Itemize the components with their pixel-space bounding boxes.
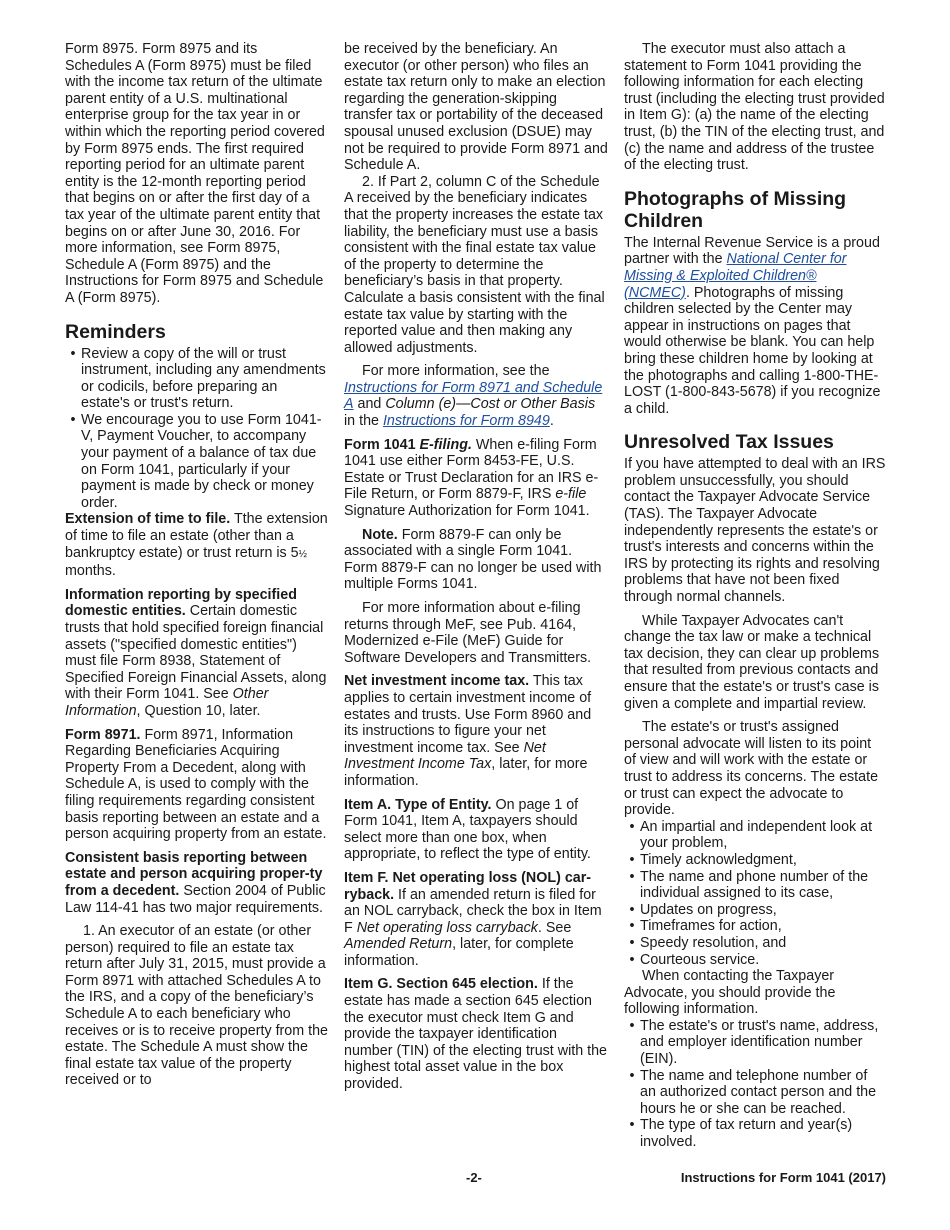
- expect-item: • Updates on progress,: [624, 902, 886, 919]
- expect-item: • The name and phone number of the individual assigned to its case,: [624, 869, 886, 902]
- more-info-text: For more information, see the: [362, 363, 550, 380]
- expect-item: • An impartial and independent look at your problem,: [624, 819, 886, 852]
- item-f-title: Item F. Net operating loss (NOL) car-ryback.: [344, 869, 592, 903]
- efiling-more-paragraph: For more information about e-filing returns through MeF, see Pub. 4164, Modernized e-File (MeF) Guide for Software Developers and Transmitters.: [344, 600, 592, 666]
- link-instructions-8971[interactable]: Instructions for Form 8971 and Schedule A: [344, 379, 603, 413]
- extension-text-end: months.: [65, 563, 116, 580]
- photographs-heading: Photographs of Missing Children: [624, 187, 847, 232]
- reminder-bullet-2: • We encourage you to use Form 1041-V, Payment Voucher, to accompany your payment of a balance of tax due on Form 1041, particularly if your payment is made by check or money order.: [65, 412, 328, 512]
- unresolved-heading: Unresolved Tax Issues: [624, 431, 834, 454]
- requirement-1-paragraph: 1. An executor of an estate (or other person) required to file an estate tax return after July 31, 2015, must provide a Form 8971 with attached Schedules A to the IRS, and a copy of the beneficiary’s Schedule A to each beneficiary who receives or is to receive property from the estate. The Schedule A must show the final estate tax value of the property received or to: [65, 923, 329, 1089]
- link-instructions-8949[interactable]: Instructions for Form 8949: [382, 413, 550, 430]
- efiling-text: When e-filing Form 1041 use either Form 8453-FE, U.S. Estate or Trust Declaration for an IRS e-File Return, or Form 8879-F, IRS: [344, 436, 599, 503]
- item-f-ref: Net operating loss carryback: [356, 919, 538, 936]
- info-reporting-text-end: , Question 10, later.: [136, 702, 261, 719]
- info-reporting-paragraph: [65, 587, 328, 720]
- requirement-1-continued: be received by the beneficiary. An executor (or other person) who files an estate tax return only to make an election regarding the generation-skipping transfer tax or portability of the deceased spousal unused exclusion (DSUE) may not be required to provide Form 8971 and Schedule A.: [344, 41, 608, 174]
- info-reporting-title: Information reporting by specified domestic entities.: [65, 586, 297, 620]
- more-info-paragraph: [344, 363, 608, 429]
- requirement-2-paragraph: 2. If Part 2, column C of the Schedule A received by the beneficiary indicates that the property increases the estate tax liability, the beneficiary must use a basis consistent with the final estate tax value of the property to determine the beneficiary’s basis in that property. Calculate a basis consistent with the final estate tax value by starting with the reported value and then making any allowed adjustments.: [344, 173, 605, 356]
- item-a-title: Item A. Type of Entity.: [344, 796, 492, 813]
- unresolved-paragraph-2: While Taxpayer Advocates can't change the tax law or make a technical tax decision, they can clear up problems that resulted from previous contacts and ensure that the estate's or trust's case is given a complete and impartial review.: [624, 612, 880, 712]
- expect-item: • Timely acknowledgment,: [624, 852, 886, 869]
- consistent-basis-paragraph: [65, 850, 328, 916]
- expect-item: • Courteous service.: [624, 952, 886, 969]
- expect-item: • Timeframes for action,: [624, 918, 886, 935]
- unresolved-paragraph-1: If you have attempted to deal with an IRS problem unsuccessfully, you should contact the Taxpayer Advocate Service (TAS). The Taxpayer Advocate independently represents the estate's or trust's interests and concerns within the IRS by protecting its rights and resolving problems that have not been fixed through normal channels.: [624, 456, 886, 606]
- reminder-bullet-1: • Review a copy of the will or trust instrument, including any amendments or codicils, before preparing an estate's or trust's return.: [65, 346, 328, 412]
- photographs-paragraph: [624, 235, 886, 418]
- photographs-text: The Internal Revenue Service is a proud partner with the: [624, 234, 880, 268]
- nii-text-end: , later, for more information.: [344, 756, 588, 789]
- more-info-end: .: [549, 413, 554, 430]
- item-g-paragraph: [344, 976, 608, 1092]
- executor-statement-paragraph: The executor must also attach a statement to Form 1041 providing the following information for each electing trust (including the electing trust provided in Item G): (a) the name of the electing trust, (b) the TIN of the electing trust, and (c) the name and address of the trustee of the electing trust.: [624, 41, 885, 174]
- nii-ref: Net Investment Income Tax: [344, 739, 546, 773]
- footer-form-title: Instructions for Form 1041 (2017): [680, 1170, 886, 1185]
- nii-paragraph: [344, 673, 608, 789]
- column-middle: [344, 41, 608, 1100]
- reminders-heading: Reminders: [65, 320, 166, 343]
- expect-item: • Speedy resolution, and: [624, 935, 886, 952]
- consistent-basis-text: Section 2004 of Public Law 114-41 has two major requirements.: [65, 882, 326, 916]
- note-text: Form 8879-F can only be associated with a single Form 1041. Form 8879-F can no longer be used with multiple Forms 1041.: [344, 526, 602, 593]
- form-8971-title: Form 8971.: [65, 726, 141, 743]
- item-f-text: If an amended return is filed for an NOL carryback, check the box in Item F: [344, 886, 602, 936]
- item-f-ref2: Amended Return: [344, 936, 453, 953]
- form-8971-paragraph: [65, 727, 328, 843]
- extension-text: Tthe extension of time to file an estate (other than a bankruptcy estate) or trust return is 5: [65, 511, 328, 561]
- info-reporting-ref: Other Information: [65, 686, 269, 719]
- form-8971-text: Form 8971, Information Regarding Beneficiaries Acquiring Property From a Decedent, along with Schedule A, is used to comply with the filing requirements regarding consistent basis reporting between an estate and a person acquiring property from an estate.: [65, 726, 327, 843]
- contact-paragraph: When contacting the Taxpayer Advocate, you should provide the following information.: [624, 968, 836, 1018]
- efiling-title-italic: E-filing.: [419, 436, 472, 453]
- efiling-title: [344, 437, 472, 453]
- item-f-text-end: , later, for complete information.: [344, 936, 574, 969]
- efiling-text-end: Signature Authorization for Form 1041.: [344, 503, 590, 520]
- item-g-text: If the estate has made a section 645 election the executor must check Item G and provide the taxpayer identification number (TIN) of the electing trust with the highest total asset value in the box provided.: [344, 976, 608, 1093]
- more-info-in: in the: [344, 413, 383, 430]
- info-reporting-text: Certain domestic trusts that hold specified foreign financial assets ("specified domestic entities") must file Form 8938, Statement of Specified Foreign Financial Assets, along with their Form 1041. See: [65, 603, 327, 703]
- column-right: [624, 41, 886, 1151]
- extension-fraction: ½: [298, 548, 307, 560]
- column-left: [65, 41, 328, 1089]
- page-number: -2-: [466, 1170, 482, 1185]
- note-paragraph: [344, 527, 608, 593]
- provide-item: • The type of tax return and year(s) involved.: [624, 1117, 886, 1150]
- provide-item: • The estate's or trust's name, address, and employer identification number (EIN).: [624, 1018, 886, 1068]
- more-info-and: and: [353, 396, 386, 413]
- form-8975-paragraph: Form 8975. Form 8975 and its Schedules A (Form 8975) must be filed with the income tax return of the ultimate parent entity of a U.S. multinational enterprise group for the tax year in or within which the reporting period covered by Form 8975 ends. The first required reporting period for an ultimate parent entity is the 12-month reporting period that begins on or after the first day of a tax year of the ultimate parent entity that begins on or after June 30, 2016. For more information, see Form 8975, Schedule A (Form 8975) and the Instructions for Form 8975 and Schedule A (Form 8975).: [65, 41, 325, 306]
- consistent-basis-title: Consistent basis reporting between estate and person acquiring proper-ty from a decedent.: [65, 849, 323, 899]
- efiling-paragraph: [344, 437, 608, 520]
- item-f-paragraph: [344, 870, 608, 970]
- item-f-see: . See: [537, 919, 572, 936]
- unresolved-paragraph-3: The estate's or trust's assigned personal advocate will listen to its point of view and will work with the estate or trust to address its concerns. The estate or trust can expect the advocate to provide.: [624, 719, 879, 819]
- note-title: Note.: [362, 526, 398, 543]
- nii-text: This tax applies to certain investment income of estates and trusts. Use Form 8960 and its instructions to figure your net investment income tax. See: [344, 673, 592, 756]
- extension-paragraph: [65, 511, 328, 579]
- item-a-paragraph: [344, 797, 608, 863]
- efiling-efile-term: e-file: [555, 486, 587, 503]
- provide-item: • The name and telephone number of an authorized contact person and the hours he or she can be reached.: [624, 1068, 886, 1118]
- efiling-title-text: Form 1041: [344, 436, 420, 453]
- extension-title: Extension of time to file.: [65, 511, 231, 528]
- photographs-text-end: . Photographs of missing children selected by the Center may appear in instructions on pages that would otherwise be blank. You can help bring these children home by looking at the photographs and calling 1-800-THE-LOST (1-800-843-5678) if you recognize a child.: [624, 284, 881, 417]
- link-ncmec[interactable]: National Center for Missing & Exploited Children® (NCMEC): [624, 251, 847, 301]
- more-info-ref: Column (e)—Cost or Other Basis: [385, 396, 596, 413]
- item-a-text: On page 1 of Form 1041, Item A, taxpayers should select more than one box, when appropriate, to reflect the type of entity.: [344, 796, 591, 863]
- item-g-title: Item G. Section 645 election.: [344, 976, 538, 993]
- nii-title: Net investment income tax.: [344, 673, 530, 690]
